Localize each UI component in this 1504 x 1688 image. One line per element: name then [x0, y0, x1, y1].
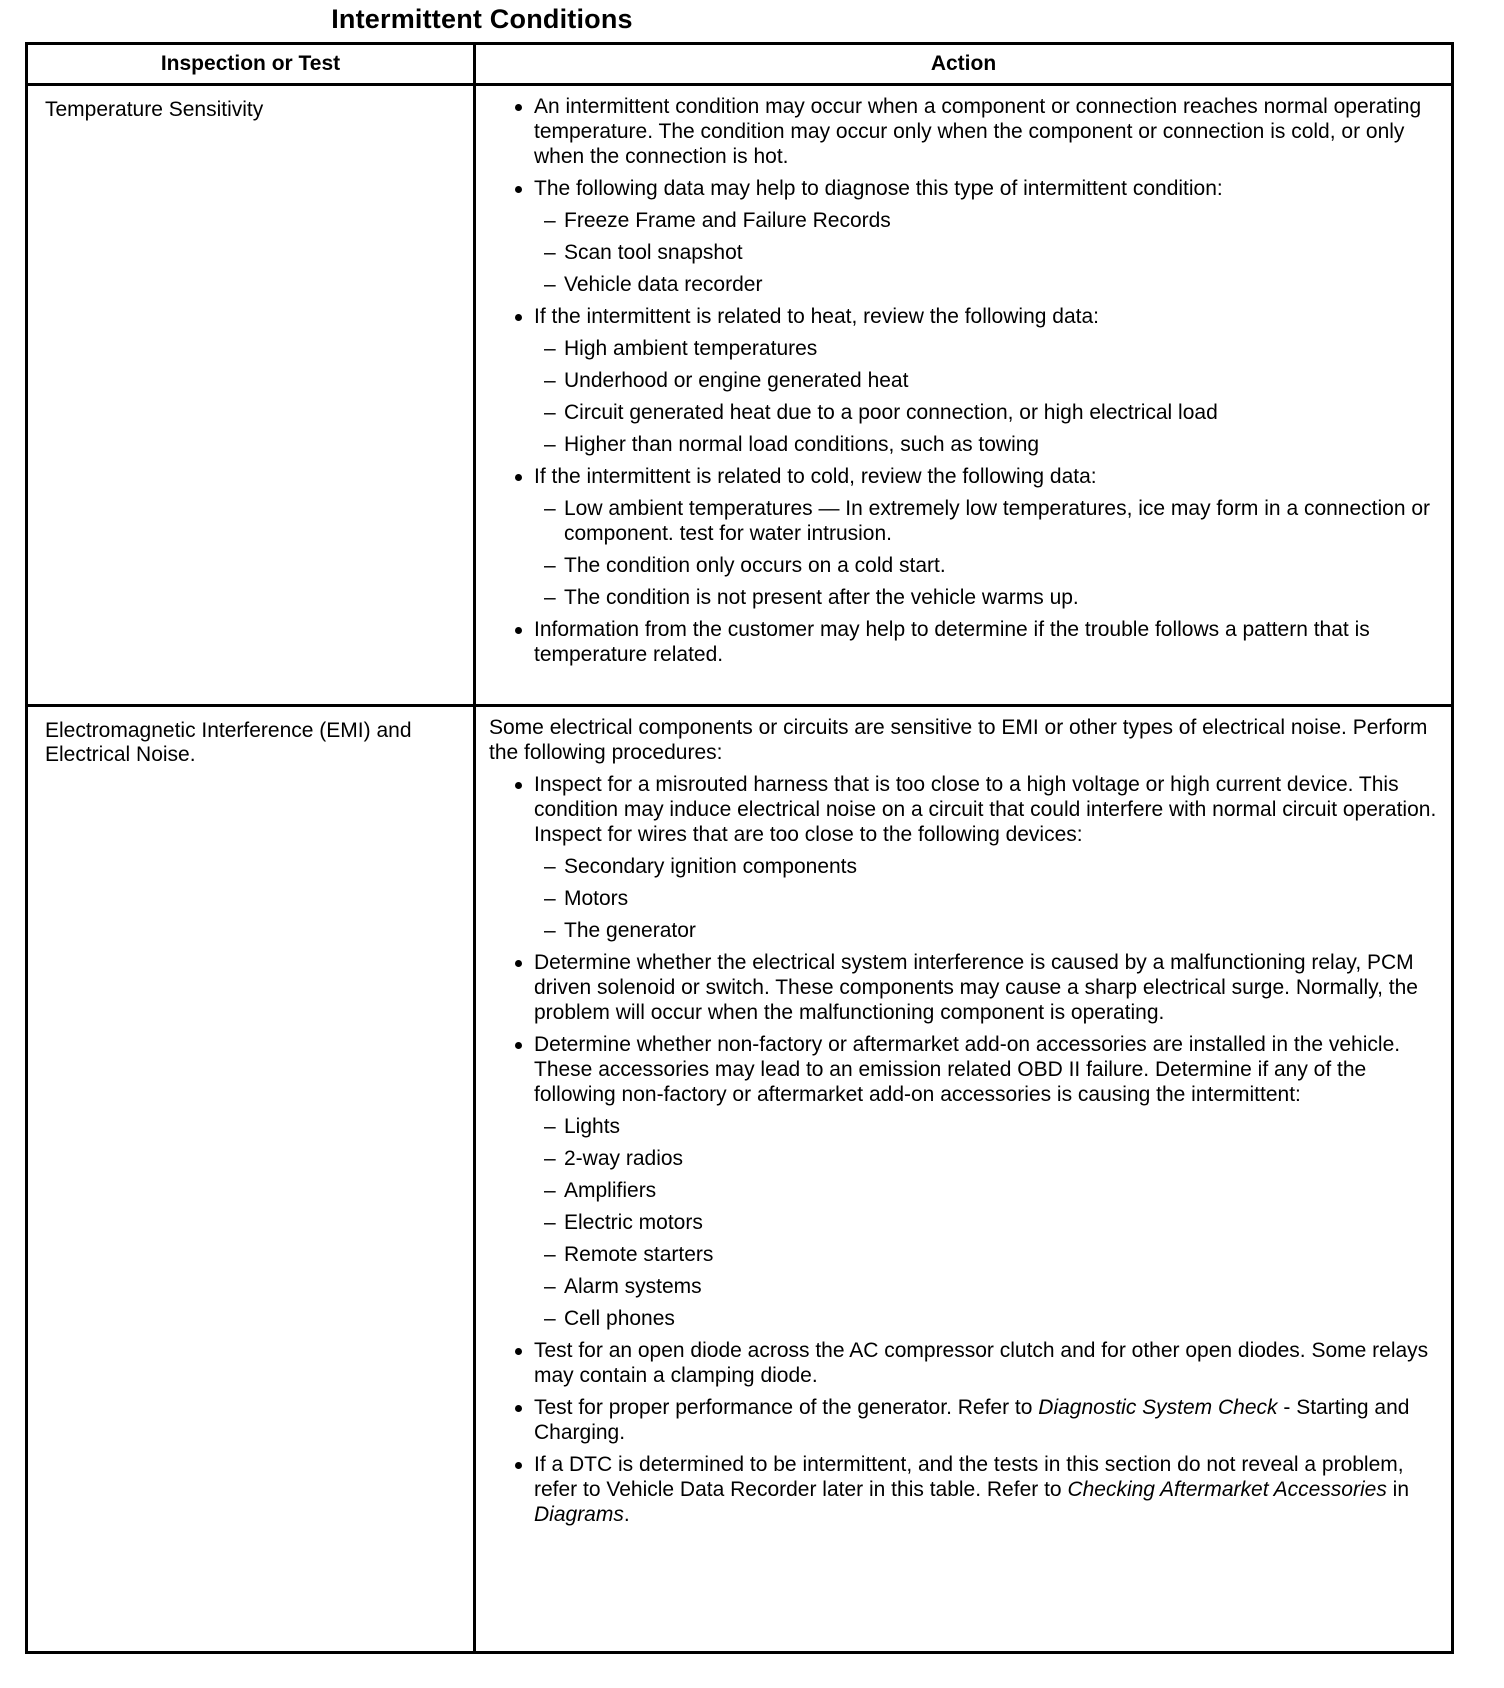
sub-item — [532, 336, 1441, 361]
dash-icon: – — [544, 1179, 556, 1202]
bullet-text: The following data may help to diagnose this type of intermittent condition: — [534, 177, 1223, 200]
dash-icon: – — [544, 1211, 556, 1234]
table-row — [27, 85, 1453, 706]
bullet-icon — [515, 1042, 522, 1049]
dash-icon: – — [544, 433, 556, 456]
action-list — [489, 94, 1441, 667]
table-row — [27, 706, 1453, 1653]
bullet-text: Determine whether non-factory or aftermarket add-on accessories are installed in the vehicle. These accessories may lead to an emission related OBD II failure. Determine if any of the following non-factory or aftermarket add-on accessories is causing the intermittent: — [534, 1033, 1401, 1106]
bullet-item — [489, 1452, 1441, 1527]
sub-item-text: The condition only occurs on a cold start. — [564, 554, 946, 577]
dash-icon: – — [544, 273, 556, 296]
dash-icon: – — [544, 209, 556, 232]
table-header-row — [27, 44, 1453, 85]
sub-item-text: Motors — [564, 887, 629, 910]
sub-item — [532, 886, 1441, 911]
sub-list — [534, 208, 1441, 297]
sub-item — [532, 1274, 1441, 1299]
sub-item-text: Alarm systems — [564, 1275, 702, 1298]
bullet-icon — [515, 104, 522, 111]
sub-item — [532, 368, 1441, 393]
sub-item — [532, 1210, 1441, 1235]
sub-item-text: The generator — [564, 919, 696, 942]
reference-text: Diagrams — [534, 1503, 624, 1526]
sub-item-text: Circuit generated heat due to a poor connection, or high electrical load — [564, 401, 1218, 424]
sub-item-text: Amplifiers — [564, 1179, 657, 1202]
bullet-item — [489, 1032, 1441, 1331]
sub-item — [532, 1242, 1441, 1267]
sub-list — [534, 1114, 1441, 1331]
sub-item-text: The condition is not present after the vehicle warms up. — [564, 586, 1079, 609]
bullet-icon — [515, 960, 522, 967]
bullet-text: If the intermittent is related to cold, review the following data: — [534, 465, 1097, 488]
text-segment: - Starting and Charging. — [534, 1396, 1410, 1444]
bullet-item — [489, 772, 1441, 943]
bullet-item — [489, 1395, 1441, 1445]
dash-icon: – — [544, 1243, 556, 1266]
dash-icon: – — [544, 855, 556, 878]
text-segment: . — [623, 1503, 630, 1526]
dash-icon: – — [544, 369, 556, 392]
bullet-text: An intermittent condition may occur when a component or connection reaches normal operating temperature. The condition may occur only when the component or connection is cold, or only when the connection is hot. — [534, 95, 1422, 168]
text-segment: in — [1386, 1478, 1410, 1501]
dash-icon: – — [544, 1307, 556, 1330]
bullet-text: Inspect for a misrouted harness that is too close to a high voltage or high current device. This condition may induce electrical noise on a circuit that could interfere with normal circuit operation. Inspect for wires that are too close to the following devices: — [534, 773, 1437, 846]
dash-icon: – — [544, 1147, 556, 1170]
sub-item-text: Scan tool snapshot — [564, 241, 743, 264]
sub-item — [532, 918, 1441, 943]
bullet-text: Test for an open diode across the AC compressor clutch and for other open diodes. Some relays may contain a clamping diode. — [534, 1339, 1429, 1387]
sub-item — [532, 585, 1441, 610]
sub-list — [534, 336, 1441, 457]
bullet-item — [489, 94, 1441, 169]
sub-item — [532, 1114, 1441, 1139]
action-list — [489, 772, 1441, 1527]
sub-list — [534, 496, 1441, 610]
text-segment: If a DTC is determined to be intermittent, and the tests in this section do not reveal a problem, refer to Vehicle Data Recorder later in this table. Refer to — [534, 1453, 1404, 1501]
bullet-text: Determine whether the electrical system interference is caused by a malfunctioning relay, PCM driven solenoid or switch. These components may cause a sharp electrical surge. Normally, the problem will occur when the malfunctioning component is operating. — [534, 951, 1418, 1024]
bullet-icon — [515, 1348, 522, 1355]
bullet-item — [489, 950, 1441, 1025]
inspection-cell: Electromagnetic Interference (EMI) and Electrical Noise. — [27, 706, 475, 1653]
sub-item — [532, 553, 1441, 578]
sub-item-text: Low ambient temperatures — In extremely low temperatures, ice may form in a connection or component. test for water intrusion. — [564, 497, 1431, 545]
dash-icon: – — [544, 554, 556, 577]
document-title: Intermittent Conditions — [331, 4, 633, 34]
bullet-item — [489, 176, 1441, 297]
sub-item — [532, 496, 1441, 546]
dash-icon: – — [544, 586, 556, 609]
dash-icon: – — [544, 1115, 556, 1138]
action-intro: Some electrical components or circuits are sensitive to EMI or other types of electrical noise. Perform the following procedures: — [489, 716, 1428, 764]
bullet-text: Information from the customer may help to determine if the trouble follows a pattern that is temperature related. — [534, 618, 1370, 666]
bullet-icon — [515, 782, 522, 789]
bullet-item — [489, 464, 1441, 610]
bullet-icon — [515, 627, 522, 634]
sub-item-text: High ambient temperatures — [564, 337, 818, 360]
bullet-icon — [515, 1462, 522, 1469]
bullet-item — [489, 617, 1441, 667]
dash-icon: – — [544, 401, 556, 424]
sub-item-text: Secondary ignition components — [564, 855, 858, 878]
intermittent-conditions-table — [25, 42, 1454, 1654]
bullet-text — [534, 1396, 1409, 1444]
sub-item — [532, 272, 1441, 297]
bullet-item — [489, 304, 1441, 457]
bullet-icon — [515, 314, 522, 321]
sub-item — [532, 240, 1441, 265]
column-header-inspection: Inspection or Test — [27, 44, 475, 85]
sub-item-text: Underhood or engine generated heat — [564, 369, 909, 392]
sub-list — [534, 854, 1441, 943]
dash-icon: – — [544, 887, 556, 910]
bullet-icon — [515, 1405, 522, 1412]
bullet-text: If the intermittent is related to heat, review the following data: — [534, 305, 1099, 328]
dash-icon: – — [544, 919, 556, 942]
sub-item-text: Remote starters — [564, 1243, 714, 1266]
inspection-cell: Temperature Sensitivity — [27, 85, 475, 706]
dash-icon: – — [544, 241, 556, 264]
sub-item — [532, 1146, 1441, 1171]
sub-item-text: Lights — [564, 1115, 621, 1138]
bullet-icon — [515, 186, 522, 193]
action-cell — [475, 706, 1453, 1653]
sub-item — [532, 1306, 1441, 1331]
sub-item — [532, 1178, 1441, 1203]
sub-item — [532, 854, 1441, 879]
bullet-item — [489, 1338, 1441, 1388]
column-header-action: Action — [475, 44, 1453, 85]
sub-item — [532, 400, 1441, 425]
text-segment: Test for proper performance of the generator. Refer to — [534, 1396, 1039, 1419]
sub-item — [532, 432, 1441, 457]
sub-item-text: Vehicle data recorder — [564, 273, 763, 296]
sub-item-text: Higher than normal load conditions, such as towing — [564, 433, 1040, 456]
bullet-icon — [515, 474, 522, 481]
sub-item-text: 2-way radios — [564, 1147, 684, 1170]
sub-item — [532, 208, 1441, 233]
dash-icon: – — [544, 337, 556, 360]
action-cell — [475, 85, 1453, 706]
reference-text: Diagnostic System Check — [1038, 1396, 1278, 1419]
bullet-text — [534, 1453, 1409, 1526]
dash-icon: – — [544, 1275, 556, 1298]
dash-icon: – — [544, 497, 556, 520]
reference-text: Checking Aftermarket Accessories — [1067, 1478, 1387, 1501]
sub-item-text: Cell phones — [564, 1307, 675, 1330]
sub-item-text: Electric motors — [564, 1211, 703, 1234]
sub-item-text: Freeze Frame and Failure Records — [564, 209, 891, 232]
